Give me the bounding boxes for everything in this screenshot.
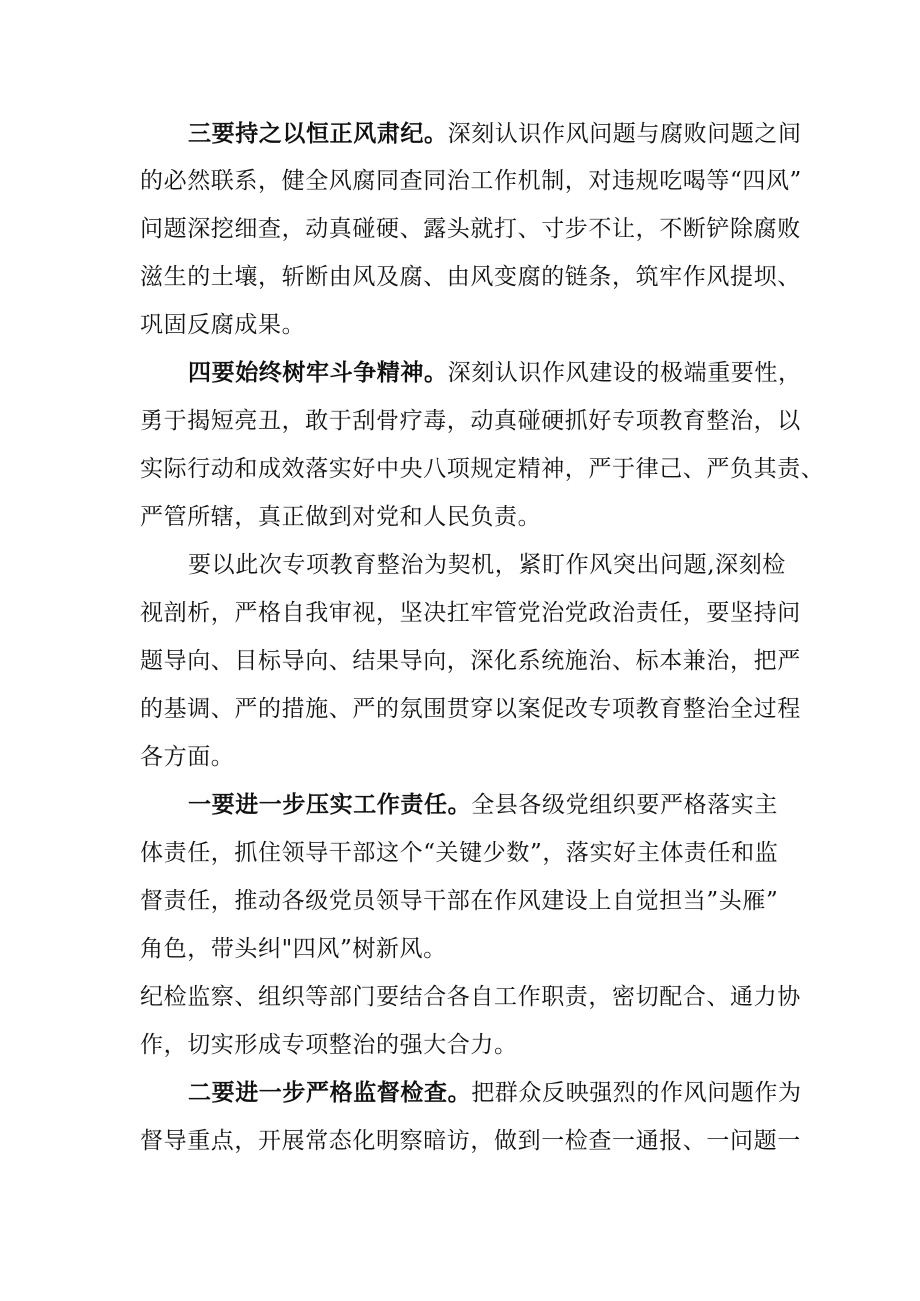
para2-line3: 实际行动和成效落实好中央八项规定精神，严于律己、严负其责、 xyxy=(140,456,825,482)
para2-lead: 四要始终树牢斗争精神。 xyxy=(188,360,448,386)
para1-line2: 的必然联系，健全风腐同查同治工作机制，对违规吃喝等“四风” xyxy=(140,168,802,194)
para2-line1-text: 深刻认识作风建设的极端重要性， xyxy=(447,360,802,386)
para6-lead: 二要进一步严格监督检查。 xyxy=(188,1080,472,1106)
para1-line1-text: 深刻认识作风问题与腐败问题之间 xyxy=(447,121,802,147)
para1-lead: 三要持之以恒正风肃纪。 xyxy=(188,121,448,147)
para1-line4: 滋生的土壤，斩断由风及腐、由风变腐的链条，筑牢作风提坝、 xyxy=(140,264,801,290)
para3-line5: 各方面。 xyxy=(140,744,235,770)
para4-line2: 体责任，抓住领导干部这个“关键少数”，落实好主体责任和监 xyxy=(140,840,779,866)
para5-line2: 作，切实形成专项整治的强大合力。 xyxy=(140,1032,518,1058)
para1-line1 xyxy=(188,119,802,149)
para3-line4: 的基调、严的措施、严的氛围贯穿以案促改专项教育整治全过程 xyxy=(140,696,801,722)
para6-line1 xyxy=(188,1078,802,1108)
para3-line1: 要以此次专项教育整治为契机，紧盯作风突出问题,深刻检 xyxy=(188,552,786,578)
para5-line1: 纪检监察、组织等部门要结合各自工作职责，密切配合、通力协 xyxy=(140,984,801,1010)
para2-line2: 勇于揭短亮丑，敢于刮骨疗毒，动真碰硬抓好专项教育整治，以 xyxy=(140,408,801,434)
para4-line4: 角色，带头纠"四风”树新风。 xyxy=(140,936,447,962)
para6-line2: 督导重点，开展常态化明察暗访，做到一检查一通报、一问题一 xyxy=(140,1128,801,1154)
para4-lead: 一要进一步压实工作责任。 xyxy=(188,792,472,818)
para2-line1 xyxy=(188,358,802,388)
para4-line1-text: 全县各级党组织要严格落实主 xyxy=(471,792,779,818)
para3-line2: 视剖析，严格自我审视，坚决扛牢管党治党政治责任，要坚持问 xyxy=(140,600,801,626)
para1-line5: 巩固反腐成果。 xyxy=(140,312,306,338)
para4-line1 xyxy=(188,790,778,820)
para3-line3: 题导向、目标导向、结果导向，深化系统施治、标本兼治，把严 xyxy=(140,648,801,674)
para2-line4: 严管所辖，真正做到对党和人民负责。 xyxy=(140,504,542,530)
para1-line3: 问题深挖细查，动真碰硬、露头就打、寸步不让，不断铲除腐败 xyxy=(140,216,801,242)
para4-line3: 督责任，推动各级党员领导干部在作风建设上自觉担当”头雁” xyxy=(140,888,779,914)
para6-line1-text: 把群众反映强烈的作风问题作为 xyxy=(471,1080,802,1106)
